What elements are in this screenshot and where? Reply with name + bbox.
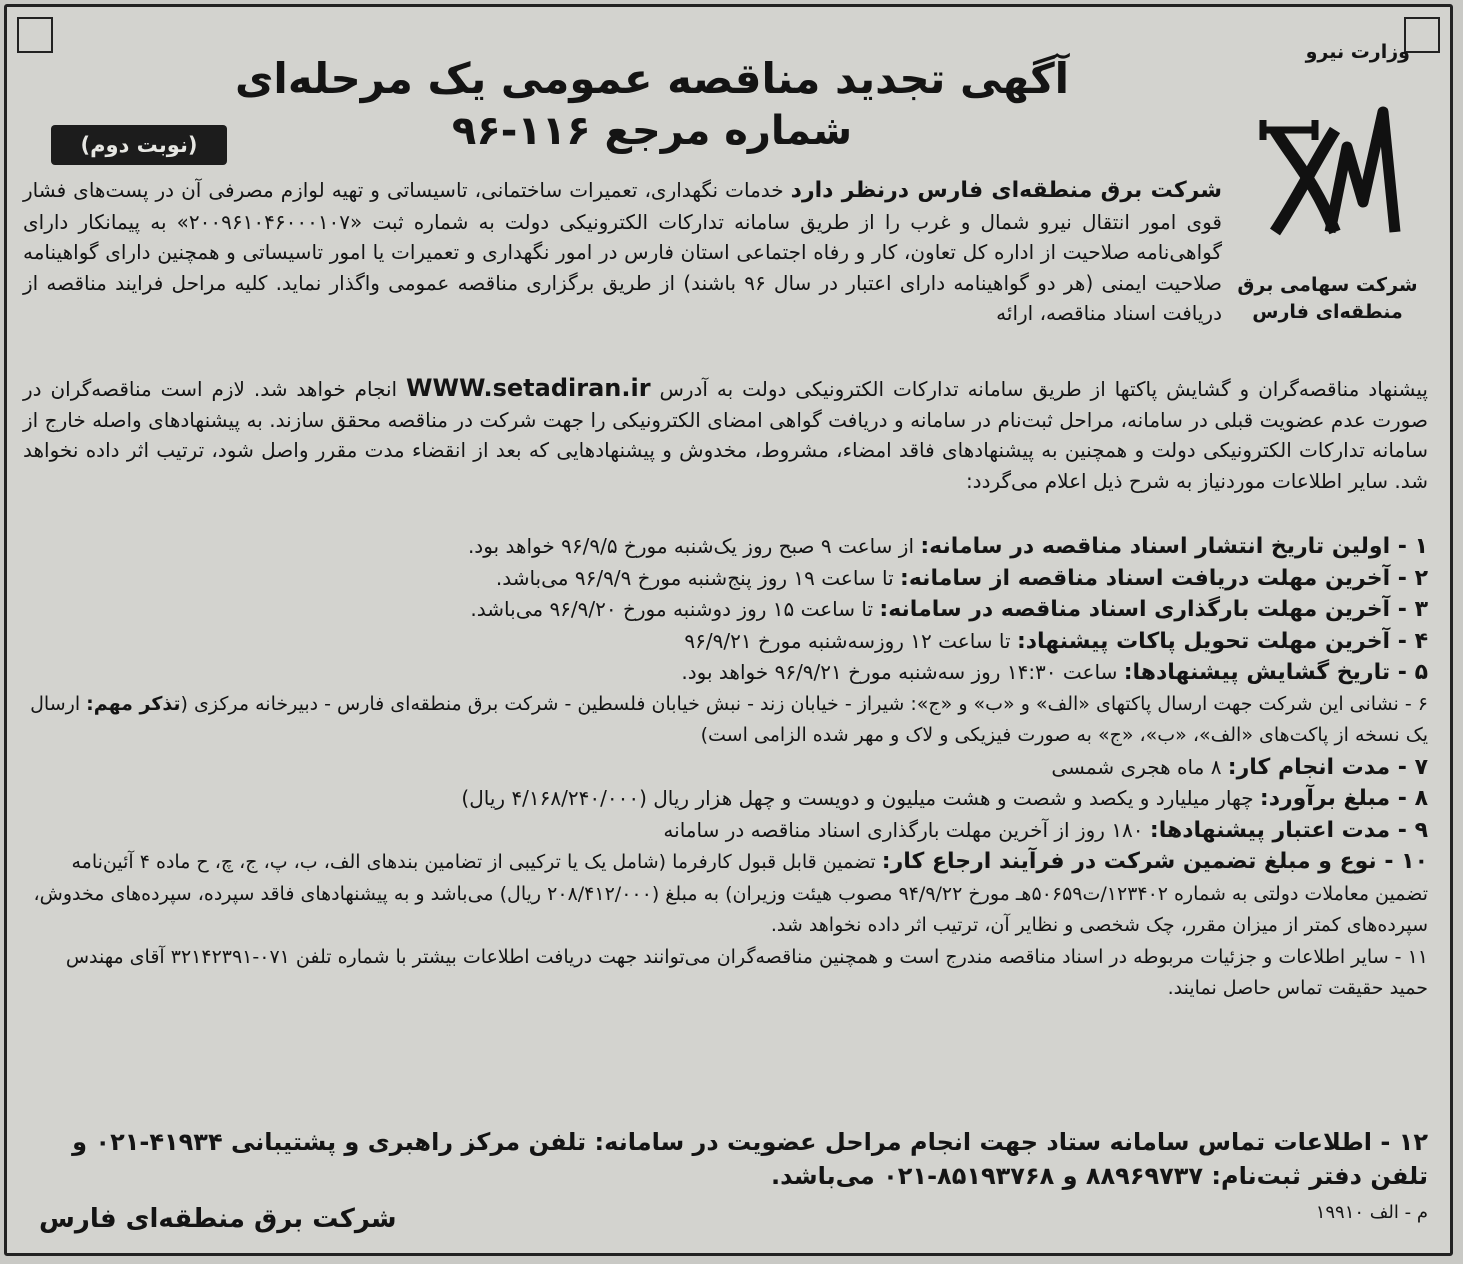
corner-mark-left — [17, 17, 53, 53]
list-item: ۹ - مدت اعتبار پیشنهادها: ۱۸۰ روز از آخرین مهلت بارگذاری اسناد مناقصه در سامانه — [663, 817, 1428, 843]
list-item: ۱۱ - سایر اطلاعات و جزئیات مربوطه در اسناد مناقصه مندرج است و همچنین مناقصه‌گران می‌توانند جهت دریافت اطلاعات بیشتر با شماره تلفن ۰۷۱-۳۲۱۴۲۳۹۱ آقای مهندس حمید حقیقت تماس حاصل نمایند. — [65, 945, 1428, 999]
tender-notice — [4, 4, 1453, 1256]
notice-title: آگهی تجدید مناقصه عمومی یک مرحله‌ای — [234, 54, 1070, 103]
logo-caption: شرکت سهامی برق منطقه‌ای فارس — [1237, 274, 1418, 323]
round-badge: (نوبت دوم) — [51, 125, 227, 165]
list-item: ۲ - آخرین مهلت دریافت اسناد مناقصه از سامانه: تا ساعت ۱۹ روز پنج‌شنبه مورخ ۹۶/۹/۹ می‌باشد. — [495, 565, 1428, 591]
intro-body: خدمات نگهداری، تعمیرات ساختمانی، تاسیساتی و تهیه لوازم مصرفی آن در پست‌های فشار قوی امور انتقال نیرو شمال و غرب را از طریق سامانه تدارکات الکترونیکی دولت به شماره ثبت «۲۰۰۹۶۱۰۴۶۰۰۰۱۰۷» به پیمانکار دارای گواهی‌نامه صلاحیت از اداره کل تعاون، کار و رفاه اجتماعی استان فارس در امور نگهداری و تعمیرات یا امور تاسیساتی و همچنین دارای گواهینامه صلاحیت ایمنی (هر دو گواهینامه دارای اعتبار در سال ۹۶ باشند) از طریق برگزاری مناقصه عمومی واگذار نماید. کلیه مراحل فرایند مناقصه از دریافت اسناد مناقصه، ارائه — [23, 178, 1222, 325]
intro-continuation — [23, 373, 1428, 496]
conditions-list — [23, 531, 1428, 1005]
setadiran-link[interactable]: WWW.setadiran.ir — [406, 374, 651, 402]
list-item: ۵ - تاریخ گشایش پیشنهادها: ساعت ۱۴:۳۰ روز سه‌شنبه مورخ ۹۶/۹/۲۱ خواهد بود. — [681, 660, 1428, 685]
ministry-name: وزارت نیرو — [1305, 41, 1410, 63]
list-item: ۳ - آخرین مهلت بارگذاری اسناد مناقصه در سامانه: تا ساعت ۱۵ روز دوشنبه مورخ ۹۶/۹/۲۰ می‌باشد. — [470, 597, 1428, 622]
list-item: ۶ - نشانی این شرکت جهت ارسال پاکتهای «الف» و «ب» و «ج»: شیراز - خیابان زند - نبش خیابان فلسطین - شرکت برق منطقه‌ای فارس - دبیرخانه مرکزی (تذکر مهم: ارسال یک نسخه از پاکت‌های «الف»، «ب»، «ج» به صورت فیزیکی و لاک و مهر شده الزامی است) — [30, 692, 1428, 746]
list-item: ۱۰ - نوع و مبلغ تضمین شرکت در فرآیند ارجاع کار: تضمین قابل قبول کارفرما (شامل یک یا ترکیبی از تضامین بندهای الف، ب، پ، ج، چ، ح ماده ۴ آئین‌نامه تضمین معاملات دولتی به شماره ۱۲۳۴۰۲/ت۵۰۶۵۹هـ مورخ ۹۴/۹/۲۲ مصوب هیئت وزیران) به مبلغ (۲۰۸/۴۱۲/۰۰۰ ریال) می‌باشد و به پیشنهادهای فاقد سپرده، سپرده‌های مخدوش، سپرده‌های کمتر از میزان مقرر، چک شخصی و نظایر آن، ترتیب اثر داده نخواهد شد. — [33, 849, 1428, 936]
ad-reference: م - الف ۱۹۹۱۰ — [1315, 1202, 1428, 1223]
list-item: ۱ - اولین تاریخ انتشار اسناد مناقصه در سامانه: از ساعت ۹ صبح روز یک‌شنبه مورخ ۹۶/۹/۵ خواهد بود. — [467, 534, 1428, 559]
list-item: ۴ - آخرین مهلت تحویل پاکات پیشنهاد: تا ساعت ۱۲ روزسه‌شنبه مورخ ۹۶/۹/۲۱ — [684, 628, 1428, 654]
reference-number: شماره مرجع ۱۱۶-۹۶ — [451, 108, 853, 154]
intro-lead: شرکت برق منطقه‌ای فارس درنظر دارد — [790, 178, 1222, 203]
intro-paragraph — [23, 175, 1222, 329]
intro-continuation-1: پیشنهاد مناقصه‌گران و گشایش پاکتها از طریق سامانه تدارکات الکترونیکی دولت به آدرس — [650, 377, 1428, 401]
issuer-signature: شرکت برق منطقه‌ای فارس — [39, 1204, 397, 1234]
list-item: ۸ - مبلغ برآورد: چهار میلیارد و یکصد و شصت و هشت میلیون و دویست و چهل هزار ریال (۴/۱۶۸/۲۴۰/۰۰۰ ریال) — [461, 786, 1428, 811]
contact-info: ۱۲ - اطلاعات تماس سامانه ستاد جهت انجام مراحل عضویت در سامانه: تلفن مرکز راهبری و پشتیبانی ۴۱۹۳۴-۰۲۱ و تلفن دفتر ثبت‌نام: ۸۸۹۶۹۷۳۷ و ۸۵۱۹۳۷۶۸-۰۲۱ می‌باشد. — [72, 1128, 1428, 1190]
list-item: ۷ - مدت انجام کار: ۸ ماه هجری شمسی — [1051, 754, 1428, 780]
intro-continuation-2: انجام خواهد شد. لازم است مناقصه‌گران در صورت عدم عضویت قبلی در سامانه، مراحل ثبت‌نام در سامانه و دریافت گواهی امضای الکترونیکی را جهت شرکت در مناقصه محقق سازند. به پیشنهادهای واصله خارج از سامانه تدارکات الکترونیکی دولت و همچنین به پیشنهادهای فاقد امضاء، مشروط، مخدوش و پیشنهادهایی که بعد از انقضاء مدت مقرر واصل شود، ترتیب اثر داده نخواهد شد. سایر اطلاعات موردنیاز به شرح ذیل اعلام می‌گردد: — [23, 377, 1428, 493]
